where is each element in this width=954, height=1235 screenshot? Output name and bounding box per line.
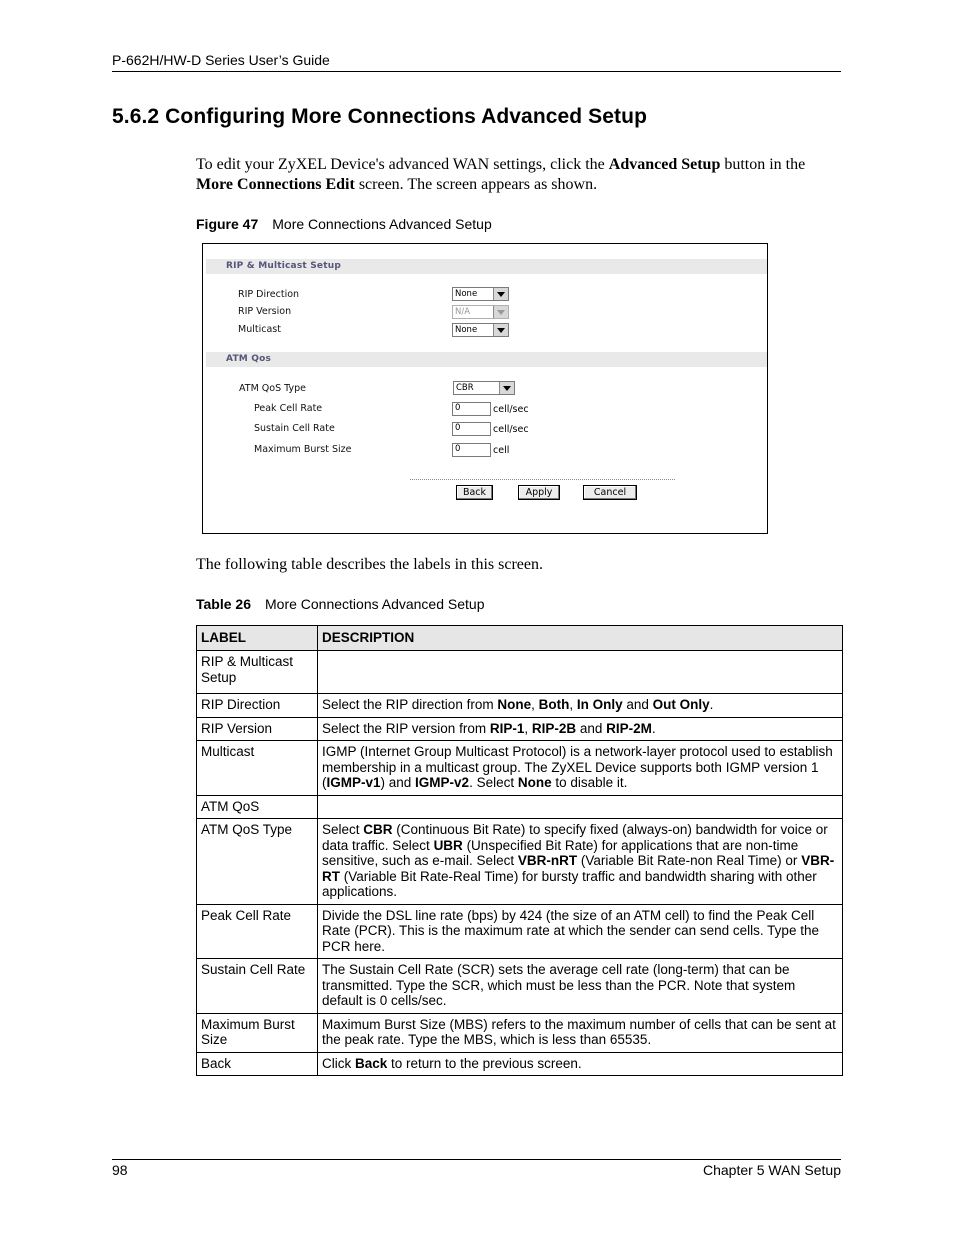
- row-label: RIP Version: [197, 717, 318, 741]
- row-description: IGMP (Internet Group Multicast Protocol) is a network-layer protocol used to establish membership in a multicast group. The ZyXEL Device supports both IGMP version 1 (IGMP-v1) and IGMP-v2. Select None to disable it.: [318, 741, 843, 796]
- sustain-cell-rate-input[interactable]: 0: [452, 422, 491, 436]
- table-row: [197, 904, 843, 959]
- multicast-select[interactable]: [452, 323, 509, 337]
- table-lead-text: The following table describes the labels in this screen.: [196, 556, 544, 573]
- chapter-title: Chapter 5 WAN Setup: [703, 1162, 841, 1178]
- multicast-value: None: [455, 325, 478, 335]
- max-burst-size-label: Maximum Burst Size: [254, 444, 352, 455]
- figure-title: More Connections Advanced Setup: [272, 216, 492, 232]
- screenshot-figure: [202, 243, 768, 534]
- row-description: Maximum Burst Size (MBS) refers to the maximum number of cells that can be sent at the peak rate. Type the MBS, which is less than 65535.: [318, 1013, 843, 1052]
- atm-qos-type-label: ATM QoS Type: [239, 383, 306, 394]
- row-label: Sustain Cell Rate: [197, 959, 318, 1014]
- intro-text-2: button in the: [720, 156, 806, 173]
- sustain-cell-rate-label: Sustain Cell Rate: [254, 423, 335, 434]
- footer-rule: [112, 1159, 841, 1160]
- rip-direction-select[interactable]: [452, 287, 509, 301]
- atm-qos-band-title: ATM Qos: [226, 354, 272, 364]
- column-header-label: LABEL: [197, 626, 318, 651]
- row-label: RIP Direction: [197, 694, 318, 718]
- peak-cell-rate-unit: cell/sec: [493, 404, 529, 415]
- column-header-description: DESCRIPTION: [318, 626, 843, 651]
- atm-qos-band: [206, 352, 767, 367]
- table-row: [197, 795, 843, 819]
- figure-caption: [196, 216, 492, 232]
- rip-version-select[interactable]: [452, 305, 509, 319]
- atm-qos-type-select[interactable]: [453, 381, 515, 395]
- running-header: P-662H/HW-D Series User’s Guide: [112, 52, 330, 68]
- intro-paragraph: [196, 155, 846, 195]
- multicast-label: Multicast: [238, 324, 281, 335]
- table-row: [197, 1013, 843, 1052]
- max-burst-size-unit: cell: [493, 445, 510, 456]
- row-description: [318, 651, 843, 694]
- intro-bold-advanced-setup: Advanced Setup: [608, 156, 721, 173]
- chevron-down-icon[interactable]: [493, 288, 508, 300]
- row-label: ATM QoS Type: [197, 819, 318, 905]
- rip-multicast-band-title: RIP & Multicast Setup: [226, 261, 341, 271]
- header-rule: [112, 71, 841, 72]
- table-header-row: [197, 626, 843, 651]
- atm-qos-type-value: CBR: [456, 383, 474, 393]
- intro-text-1: To edit your ZyXEL Device's advanced WAN settings, click the: [196, 156, 609, 173]
- row-description: Click Back to return to the previous screen.: [318, 1052, 843, 1076]
- row-description: [318, 795, 843, 819]
- back-button[interactable]: Back: [456, 485, 493, 500]
- table-label: Table 26: [196, 596, 251, 612]
- table-row: [197, 819, 843, 905]
- row-label: Peak Cell Rate: [197, 904, 318, 959]
- row-description: The Sustain Cell Rate (SCR) sets the average cell rate (long-term) that can be transmitted. Type the SCR, which must be less than the PCR. Note that system default is 0 cells/sec.: [318, 959, 843, 1014]
- row-description: Select the RIP version from RIP-1, RIP-2B and RIP-2M.: [318, 717, 843, 741]
- description-table: [196, 625, 843, 1076]
- table-row: [197, 1052, 843, 1076]
- peak-cell-rate-label: Peak Cell Rate: [254, 403, 323, 414]
- rip-version-value: N/A: [455, 307, 471, 317]
- peak-cell-rate-input[interactable]: 0: [452, 402, 491, 416]
- max-burst-size-input[interactable]: 0: [452, 443, 491, 457]
- button-divider: [410, 479, 675, 480]
- page-number: 98: [112, 1162, 128, 1178]
- table-row: [197, 651, 843, 694]
- intro-bold-more-connections-edit: More Connections Edit: [196, 176, 355, 193]
- table-row: [197, 694, 843, 718]
- row-label: Multicast: [197, 741, 318, 796]
- rip-direction-label: RIP Direction: [238, 289, 300, 300]
- rip-version-label: RIP Version: [238, 306, 292, 317]
- row-description: Select the RIP direction from None, Both, In Only and Out Only.: [318, 694, 843, 718]
- table-row: [197, 717, 843, 741]
- chevron-down-icon[interactable]: [493, 324, 508, 336]
- figure-label: Figure 47: [196, 216, 259, 232]
- table-title: More Connections Advanced Setup: [265, 596, 485, 612]
- apply-button[interactable]: Apply: [518, 485, 560, 500]
- chevron-down-icon[interactable]: [493, 306, 508, 318]
- row-label: Back: [197, 1052, 318, 1076]
- sustain-cell-rate-unit: cell/sec: [493, 424, 529, 435]
- row-label: ATM QoS: [197, 795, 318, 819]
- table-row: [197, 741, 843, 796]
- row-description: Select CBR (Continuous Bit Rate) to specify fixed (always-on) bandwidth for voice or data traffic. Select UBR (Unspecified Bit Rate) for applications that are non-time sensitive, such as e-mail. Select VBR-nRT (Variable Bit Rate-non Real Time) or VBR-RT (Variable Bit Rate-Real Time) for bursty traffic and bandwidth sharing with other applications.: [318, 819, 843, 905]
- rip-multicast-band: [206, 259, 767, 274]
- chevron-down-icon[interactable]: [499, 382, 514, 394]
- row-label: RIP & Multicast Setup: [197, 651, 318, 694]
- rip-direction-value: None: [455, 289, 478, 299]
- cancel-button[interactable]: Cancel: [583, 485, 637, 500]
- table-caption: [196, 596, 484, 612]
- table-row: [197, 959, 843, 1014]
- section-title: 5.6.2 Configuring More Connections Advanced Setup: [112, 105, 648, 128]
- row-description: Divide the DSL line rate (bps) by 424 (the size of an ATM cell) to find the Peak Cell Rate (PCR). This is the maximum rate at which the sender can send cells. Type the PCR here.: [318, 904, 843, 959]
- row-label: Maximum Burst Size: [197, 1013, 318, 1052]
- intro-text-3: screen. The screen appears as shown.: [354, 176, 598, 193]
